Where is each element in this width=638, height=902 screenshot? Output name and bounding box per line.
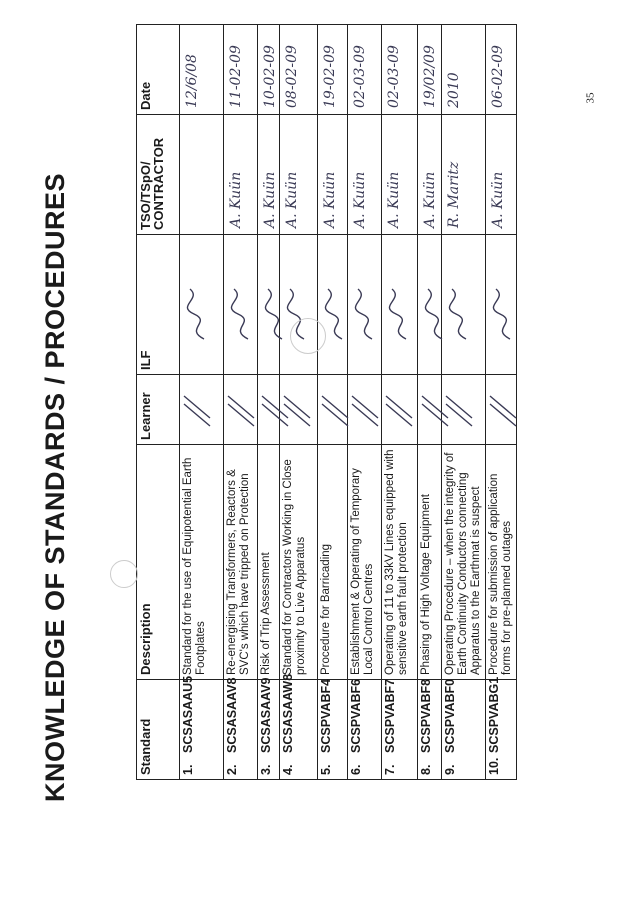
date-handwritten: 11-02-09: [228, 45, 244, 108]
description-cell: Standard for Contractors Working in Close proximity to Live Apparatus: [280, 445, 318, 680]
learner-signature: [442, 375, 486, 445]
row-number: 3.: [259, 764, 273, 775]
date-handwritten: 19/02/09: [422, 45, 438, 108]
tso-name-handwritten: A. Kuün: [284, 171, 300, 228]
learner-signature: [258, 375, 280, 445]
tso-signature: [224, 115, 258, 235]
table-row: [486, 25, 517, 780]
date-handwritten: 10-02-09: [262, 45, 278, 108]
punch-hole-mark: [110, 560, 138, 588]
standard-cell: [486, 676, 517, 780]
tso-signature: [318, 115, 348, 235]
learner-signature: [224, 375, 258, 445]
row-number: 2.: [225, 764, 239, 775]
col-header-date: Date: [137, 25, 180, 115]
tso-name-handwritten: A. Kuün: [322, 171, 338, 228]
table-row: [318, 25, 348, 780]
tso-name-handwritten: A. Kuün: [386, 171, 402, 228]
tso-name-handwritten: A. Kuün: [262, 171, 278, 228]
date-cell: [180, 25, 224, 115]
standard-cell: [348, 680, 382, 780]
date-handwritten: 12/6/08: [184, 54, 200, 108]
ilf-signature: [442, 235, 486, 375]
standard-cell: [382, 680, 418, 780]
description-cell: Procedure for Barricading: [318, 445, 348, 680]
ilf-signature: [318, 235, 348, 375]
tso-signature: [486, 115, 517, 235]
ilf-signature: [382, 235, 418, 375]
date-cell: [280, 25, 318, 115]
description-cell: Phasing of High Voltage Equipment: [418, 445, 442, 680]
tso-signature: [258, 115, 280, 235]
row-number: 5.: [319, 764, 333, 775]
date-handwritten: 2010: [446, 72, 462, 108]
ilf-signature: [258, 235, 280, 375]
row-number: 8.: [419, 764, 433, 775]
learner-signature: [180, 375, 224, 445]
standard-cell: [280, 673, 318, 780]
tso-signature: [442, 115, 486, 235]
table-row: [224, 25, 258, 780]
learner-signature: [348, 375, 382, 445]
date-cell: [224, 25, 258, 115]
description-cell: Operating of 11 to 33kV Lines equipped with sensitive earth fault protection: [382, 445, 418, 680]
learner-signature: [418, 375, 442, 445]
date-cell: [382, 25, 418, 115]
standard-code: SCSPVABF8: [419, 678, 433, 753]
description-cell: Risk of Trip Assessment: [258, 445, 280, 680]
ilf-signature: [180, 235, 224, 375]
col-header-ilf: ILF: [137, 235, 180, 375]
tso-name-handwritten: R. Maritz: [446, 161, 462, 228]
page-title: KNOWLEDGE OF STANDARDS / PROCEDURES: [40, 172, 70, 802]
date-handwritten: 19-02-09: [322, 45, 338, 108]
learner-signature: [280, 375, 318, 445]
description-cell: Operating Procedure – when the integrity of Earth Continuity Conductors connecting Apparatus to the Earthmat is suspect: [442, 445, 486, 680]
description-cell: Re-energising Transformers, Reactors & SVC's which have tripped on Protection: [224, 445, 258, 680]
date-cell: [486, 25, 517, 115]
col-header-tso: TSO/TSpO/ CONTRACTOR: [137, 115, 180, 235]
table-row: [180, 25, 224, 780]
ilf-signature: [224, 235, 258, 375]
standard-cell: [224, 677, 258, 780]
date-handwritten: 02-03-09: [386, 45, 402, 108]
learner-signature: [318, 375, 348, 445]
tso-signature: [418, 115, 442, 235]
row-number: 9.: [443, 764, 457, 775]
table-row: [418, 25, 442, 780]
standard-code: SCSASAAV8: [225, 677, 239, 753]
date-cell: [318, 25, 348, 115]
description-cell: Procedure for submission of application forms for pre-planned outages: [486, 445, 517, 680]
page-number: 35: [584, 92, 597, 104]
description-cell: Standard for the use of Equipotential Earth Footplates: [180, 445, 224, 680]
table-row: [258, 25, 280, 780]
standard-code: SCSASAAU5: [181, 675, 195, 753]
standard-code: SCSPVABF6: [349, 678, 363, 753]
tso-signature: [280, 115, 318, 235]
date-handwritten: 06-02-09: [490, 45, 506, 108]
table-header-row: [137, 25, 180, 780]
tso-signature: [382, 115, 418, 235]
date-handwritten: 02-03-09: [352, 45, 368, 108]
table-row: [280, 25, 318, 780]
date-cell: [348, 25, 382, 115]
ilf-signature: [348, 235, 382, 375]
date-cell: [258, 25, 280, 115]
standard-code: SCSPVABF7: [383, 678, 397, 753]
row-number: 7.: [383, 764, 397, 775]
row-number: 10.: [487, 757, 501, 775]
standard-cell: [442, 680, 486, 780]
col-header-standard: Standard: [137, 680, 180, 780]
date-cell: [418, 25, 442, 115]
standard-cell: [318, 680, 348, 780]
tso-name-handwritten: A. Kuün: [490, 171, 506, 228]
standard-code: SCSPVABF4: [319, 678, 333, 753]
row-number: 4.: [281, 764, 295, 775]
learner-signature: [486, 375, 517, 445]
standard-cell: [258, 677, 280, 780]
standard-cell: [180, 675, 224, 780]
tso-name-handwritten: A. Kuün: [352, 171, 368, 228]
tso-name-handwritten: A. Kuün: [422, 171, 438, 228]
ilf-signature: [418, 235, 442, 375]
standard-code: SCSASAAW8: [281, 673, 295, 753]
standard-code: SCSPVABF0: [443, 678, 457, 753]
punch-hole-mark: [290, 318, 326, 354]
tso-signature: [180, 115, 224, 235]
ilf-signature: [486, 235, 517, 375]
table-row: [348, 25, 382, 780]
standards-table: [136, 24, 517, 780]
date-handwritten: 08-02-09: [284, 45, 300, 108]
standard-cell: [418, 680, 442, 780]
date-cell: [442, 25, 486, 115]
document-sheet: [20, 0, 618, 842]
table-row: [382, 25, 418, 780]
tso-name-handwritten: A. Kuün: [228, 171, 244, 228]
description-cell: Establishment & Operating of Temporary Local Control Centres: [348, 445, 382, 680]
tso-signature: [348, 115, 382, 235]
table-row: [442, 25, 486, 780]
row-number: 1.: [181, 764, 195, 775]
learner-signature: [382, 375, 418, 445]
col-header-learner: Learner: [137, 375, 180, 445]
standard-code: SCSASAAV9: [259, 677, 273, 753]
col-header-description: Description: [137, 445, 180, 680]
row-number: 6.: [349, 764, 363, 775]
standard-code: SCSPVABG1: [487, 676, 501, 753]
